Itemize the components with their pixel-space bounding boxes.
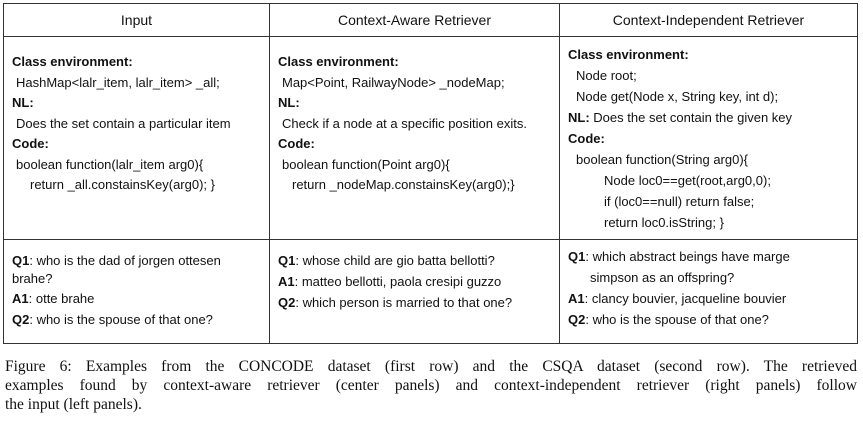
- env-label: Class environment:: [12, 54, 133, 69]
- q1-line: [278, 253, 495, 269]
- q2-line: [278, 295, 512, 311]
- q2-label: Q2: [568, 312, 586, 327]
- a1-label: A1: [568, 291, 585, 306]
- figure-table: [3, 3, 858, 344]
- code-line: boolean function(String arg0){: [576, 152, 749, 167]
- nl-text: Does the set contain the given key: [593, 110, 793, 125]
- q1-continued: simpson as an offspring?: [590, 270, 735, 285]
- caption-line: the input (left panels).: [5, 396, 142, 413]
- nl-line: [568, 110, 792, 126]
- q1-label: Q1: [278, 253, 296, 268]
- code-label: Code:: [278, 136, 315, 151]
- q1-label: Q1: [568, 249, 586, 264]
- a1-text: : otte brahe: [28, 291, 95, 306]
- code-label: Code:: [12, 136, 49, 151]
- csqa-aware-cell: [270, 240, 560, 344]
- code-line: return _nodeMap.constainsKey(arg0);}: [292, 177, 515, 192]
- a1-label: A1: [278, 274, 295, 289]
- q1-label: Q1: [12, 253, 30, 268]
- caption-line: examples found by context-aware retriever (center panels) and context-independent retriever (right panels) follow: [5, 377, 857, 394]
- q1-text: : which abstract beings have marge: [585, 249, 790, 264]
- nl-label: NL:: [278, 95, 300, 110]
- code-line: return _all.constainsKey(arg0); }: [30, 177, 215, 192]
- env-text: Node root;: [576, 68, 637, 83]
- env-text: Node get(Node x, String key, int d);: [576, 89, 779, 104]
- q2-label: Q2: [278, 295, 296, 310]
- q1-line: [12, 253, 221, 269]
- code-line: boolean function(Point arg0){: [282, 157, 450, 172]
- concode-aware-cell: [270, 37, 560, 240]
- nl-text: Check if a node at a specific position exits.: [282, 116, 527, 131]
- header-context-independent: Context-Independent Retriever: [560, 4, 858, 37]
- concode-independent-cell: [560, 37, 858, 240]
- q1-line: [568, 249, 790, 265]
- q1-text: : who is the dad of jorgen ottesen: [29, 253, 221, 268]
- a1-line: [568, 291, 786, 307]
- csqa-input-cell: [4, 240, 270, 344]
- nl-label: NL:: [568, 110, 590, 125]
- header-input: Input: [4, 4, 270, 37]
- q1-continued: brahe?: [12, 271, 53, 286]
- env-label: Class environment:: [278, 54, 399, 69]
- header-context-aware: Context-Aware Retriever: [270, 4, 560, 37]
- code-label: Code:: [568, 131, 605, 146]
- a1-label: A1: [12, 291, 29, 306]
- code-line: boolean function(lalr_item arg0){: [16, 157, 204, 172]
- q2-line: [568, 312, 769, 328]
- concode-input-cell: [4, 37, 270, 240]
- env-text: Map<Point, RailwayNode> _nodeMap;: [282, 75, 505, 90]
- a1-text: : matteo bellotti, paola cresipi guzzo: [294, 274, 502, 289]
- q2-text: : who is the spouse of that one?: [29, 312, 213, 327]
- q2-text: : who is the spouse of that one?: [585, 312, 769, 327]
- q2-line: [12, 312, 213, 328]
- caption-line: Figure 6: Examples from the CONCODE dataset (first row) and the CSQA dataset (second row). The retrieved: [5, 358, 857, 375]
- code-line: return loc0.isString; }: [604, 215, 724, 230]
- env-label: Class environment:: [568, 47, 689, 62]
- code-line: if (loc0==null) return false;: [604, 194, 755, 209]
- a1-text: : clancy bouvier, jacqueline bouvier: [584, 291, 787, 306]
- env-text: HashMap<lalr_item, lalr_item> _all;: [16, 75, 220, 90]
- figure-caption: [5, 357, 857, 414]
- nl-label: NL:: [12, 95, 34, 110]
- a1-line: [12, 291, 94, 307]
- q1-text: : whose child are gio batta bellotti?: [295, 253, 495, 268]
- code-line: Node loc0==get(root,arg0,0);: [604, 173, 771, 188]
- q2-text: : which person is married to that one?: [295, 295, 513, 310]
- csqa-independent-cell: [560, 240, 858, 344]
- a1-line: [278, 274, 501, 290]
- q2-label: Q2: [12, 312, 30, 327]
- nl-text: Does the set contain a particular item: [16, 116, 231, 131]
